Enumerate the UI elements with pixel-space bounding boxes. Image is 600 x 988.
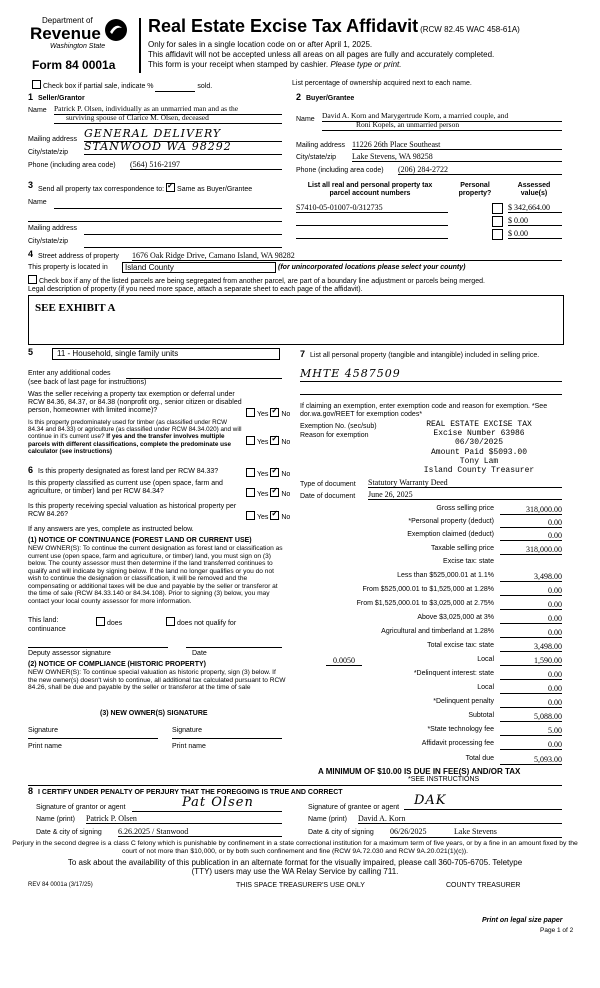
notice1-title: (1) NOTICE OF CONTINUANCE (FOREST LAND OR CURRENT USE)	[28, 537, 252, 544]
stamp-line: Excise Number 63986	[433, 429, 525, 439]
calc-row	[300, 572, 562, 583]
legal-description-value: SEE EXHIBIT A	[35, 302, 116, 314]
form-number: Form 84 0001a	[32, 58, 116, 72]
calc-label: Total due	[465, 755, 494, 762]
grantor-name[interactable]: Patrick P. Olsen	[86, 814, 282, 824]
calc-label: From $1,525,000.01 to $3,025,000 at 2.75%	[356, 600, 494, 607]
buyer-name-label: Name	[296, 116, 315, 123]
buyer-mail-value[interactable]: 11226 26th Place Southeast	[352, 140, 562, 150]
calc-row	[300, 740, 562, 751]
segregated-row	[28, 275, 485, 286]
calc-row	[300, 531, 562, 542]
s6-q2-yes-checkbox[interactable]	[246, 488, 255, 497]
section5-number: 5	[28, 347, 34, 357]
notice2-title: (2) NOTICE OF COMPLIANCE (HISTORIC PROPERTY)	[28, 661, 206, 668]
calc-label: Affidavit processing fee	[421, 740, 494, 747]
grantee-city: Lake Stevens	[454, 827, 497, 836]
new-owner-sig-field2[interactable]	[172, 737, 282, 739]
same-as-buyer-checkbox[interactable]	[166, 183, 175, 192]
seller-city-value[interactable]: STANWOOD WA 98292	[84, 141, 282, 155]
print-name-label2: Print name	[172, 743, 206, 750]
calc-value[interactable]: 0.00	[500, 628, 562, 638]
seller-name-line2[interactable]: surviving spouse of Clarice M. Olsen, deceased	[54, 114, 282, 124]
calc-label: Gross selling price	[436, 505, 494, 512]
calc-label: Agricultural and timberland at 1.28%	[381, 628, 494, 635]
this-land-row	[28, 617, 286, 625]
calc-label: Local	[477, 684, 494, 691]
calc-value[interactable]: 5,088.00	[500, 712, 562, 722]
continuance-label: continuance	[28, 626, 66, 633]
s6-q1-answer	[246, 468, 290, 479]
calc-label: Excise tax: state	[443, 558, 494, 565]
dept-line2: Revenue	[30, 24, 101, 43]
seller-name-line1[interactable]: Patrick P. Olsen, individually as an unmarried man and as the	[54, 105, 282, 115]
s3-name-field[interactable]	[54, 207, 282, 209]
s5-q2a: Is this property predominately used for timber (as classified under RCW 84.34 and 84.33) or agriculture (as classified under RCW 84.34.020) and will continue in it's current use?	[28, 419, 242, 441]
deputy-sig-label: Deputy assessor signature	[28, 650, 111, 657]
no-label: No	[281, 439, 291, 446]
street-label: Street address of property	[38, 253, 119, 260]
s5-q1: Was the seller receiving a property tax exemption or deferral under RCW 84.36, 84.37, or 84.38 (nonprofit org., senior citizen or disabled person, homeowner with limited income)?	[28, 391, 242, 415]
buyer-phone-value[interactable]: (206) 284-2722	[398, 165, 562, 175]
grantee-date-label: Date & city of signing	[308, 829, 374, 836]
seller-title: Seller/Grantor	[38, 95, 85, 102]
calc-label: *Delinquent interest: state	[413, 670, 494, 677]
seller-phone-label: Phone (including area code)	[28, 162, 116, 169]
no-label: No	[281, 514, 291, 521]
s5-q1-no-checkbox[interactable]	[270, 408, 279, 417]
section6-number: 6	[28, 465, 34, 475]
dept-line3: Washington State	[50, 43, 106, 50]
section1-number: 1	[28, 92, 34, 102]
header-line3-italic: Please type or print.	[330, 60, 402, 69]
s6-q3-answer	[246, 511, 290, 522]
calc-row	[300, 656, 562, 667]
assessed-value[interactable]: $ 0.00	[508, 229, 562, 239]
calc-label: Exemption claimed (deduct)	[407, 531, 494, 538]
buyer-phone-label: Phone (including area code)	[296, 167, 384, 174]
seller-name-label: Name	[28, 107, 47, 114]
s5-q2-answer	[246, 436, 290, 447]
partial-sale-pct[interactable]	[155, 83, 195, 92]
calc-row	[300, 518, 562, 529]
reason-label: Reason for exemption	[300, 432, 369, 439]
section4-number: 4	[28, 249, 34, 259]
calc-label: Above $3,025,000 at 3%	[417, 614, 494, 621]
s6-q3: Is this property receiving special valuation as historical property per RCW 84.26?	[28, 503, 237, 519]
new-owner-sig-label2: Signature	[172, 727, 202, 734]
notice1-body: NEW OWNER(S): To continue the current designation as forest land or classification as current use (open space, farm and agriculture, or timber) land, you must sign on (3) below. The county assessor must then determine if the land transferred continues to qualify and will indicate by signing below. If the land no longer qualifies or you do not wish to continue the designation or classification, it will be removed and the compensating or additional taxes will be due and payable by the seller or transferor at the time of sale (RCW 84.33.140 or 84.34.108). Prior to signing (3) below, you may contact your local county assessor for more information.	[28, 545, 283, 606]
s6-q2: Is this property classified as current use (open space, farm and agriculture, or timber) land per RCW 84.34?	[28, 480, 223, 496]
grantor-date[interactable]: 6.26.2025 / Stanwood	[118, 827, 282, 837]
grantor-name-label: Name (print)	[36, 816, 75, 823]
calc-row	[300, 726, 562, 737]
seller-city-label: City/state/zip	[28, 149, 69, 156]
header-line1: Only for sales in a single location code on or after April 1, 2025.	[148, 40, 373, 49]
s5-q1-yes-checkbox[interactable]	[246, 408, 255, 417]
doc-date-label: Date of document	[300, 493, 356, 500]
segregated-label: Check box if any of the listed parcels are being segregated from another parcel, are part of a boundary line adjustment or parcels being merged.	[39, 278, 485, 285]
parcel-row	[296, 203, 562, 214]
calc-value[interactable]: 0.00	[500, 531, 562, 541]
section3-label	[38, 183, 252, 194]
s6-q1-no-checkbox[interactable]	[270, 468, 279, 477]
see-instructions: *SEE INSTRUCTIONS	[408, 776, 480, 783]
yes-label: Yes	[257, 411, 269, 418]
calc-value[interactable]: 0.00	[500, 586, 562, 596]
county-treasurer: COUNTY TREASURER	[446, 882, 521, 889]
section2-number: 2	[296, 92, 302, 102]
personal-property-checkbox[interactable]	[492, 203, 503, 214]
calc-row	[300, 684, 562, 695]
notice2-body: NEW OWNER(S): To continue special valuation as historic property, sign (3) below. If the new owner(s) doesn't wish to continue, all additional tax calculated pursuant to RCW 84.26, shall be due and payable by the seller or transferor at the time of sale	[28, 669, 286, 692]
new-owner-sig-label: Signature	[28, 727, 58, 734]
s5-q1-answer	[246, 408, 290, 419]
calc-value[interactable]: 3,498.00	[500, 572, 562, 582]
yes-label: Yes	[257, 491, 269, 498]
exemption-text: If claiming an exemption, enter exemption code and reason for exemption. *See dor.wa.gov/REET for exemption codes*	[300, 403, 548, 419]
grantee-sig-label: Signature of grantee or agent	[308, 804, 400, 811]
calc-label: Taxable selling price	[430, 545, 494, 552]
form-title	[148, 16, 520, 37]
alt-format-line2: (TTY) users may use the WA Relay Service by calling 711.	[191, 867, 399, 876]
s6-q3-no-checkbox[interactable]	[270, 511, 279, 520]
calc-label: From $525,000.01 to $1,525,000 at 1.28%	[362, 586, 494, 593]
s5-q2-yes-checkbox[interactable]	[246, 436, 255, 445]
this-land-label: This land:	[28, 617, 59, 624]
doc-date-value[interactable]: June 26, 2025	[368, 490, 562, 500]
section8-rule	[28, 785, 562, 786]
wa-seal-icon	[104, 18, 128, 42]
s6-q1-yes-checkbox[interactable]	[246, 468, 255, 477]
calc-row	[300, 712, 562, 723]
assessed-value[interactable]: $ 0.00	[508, 216, 562, 226]
s3-name-label: Name	[28, 199, 47, 206]
calc-value[interactable]: 0.00	[500, 614, 562, 624]
segregated-checkbox[interactable]	[28, 275, 37, 284]
calc-value[interactable]: 0.00	[500, 698, 562, 708]
new-owner-sig-field[interactable]	[28, 737, 158, 739]
grantee-signature[interactable]: DAK	[404, 794, 562, 810]
deputy-date-label: Date	[192, 650, 207, 657]
s7-personal-property-line2[interactable]	[300, 393, 562, 395]
calc-value[interactable]: 1,590.00	[500, 656, 562, 666]
s5-q2-no-checkbox[interactable]	[270, 436, 279, 445]
personal-property-checkbox[interactable]	[492, 229, 503, 240]
yes-label: Yes	[257, 471, 269, 478]
title-text: Real Estate Excise Tax Affidavit	[148, 16, 419, 36]
calc-value[interactable]: 3,498.00	[500, 642, 562, 652]
see-back-label: (see back of last page for instructions)	[28, 379, 147, 386]
parcel-row	[296, 216, 562, 227]
s5-q2b: If yes and the transfer involves multiple parcels with different classifications, complete the predominate use calculator (see instructions)	[28, 433, 231, 455]
assessed-value[interactable]: $ 342,664.00	[508, 203, 562, 213]
local-rate[interactable]: 0.0050	[326, 656, 362, 666]
certify-text: I CERTIFY UNDER PENALTY OF PERJURY THAT THE FOREGOING IS TRUE AND CORRECT	[38, 789, 343, 796]
does-checkbox[interactable]	[96, 617, 105, 626]
grantor-signature[interactable]: Pat Olsen	[132, 796, 282, 812]
s7-label: List all personal property (tangible and intangible) included in selling price.	[310, 352, 540, 359]
grantee-date: 06/26/2025	[390, 827, 427, 836]
parcel-col3: Assessed value(s)	[517, 182, 551, 198]
calc-label: *State technology fee	[427, 726, 494, 733]
calc-value[interactable]: 0.00	[500, 518, 562, 528]
does-not-label: does not qualify for	[177, 620, 237, 627]
county-select[interactable]: Island County	[122, 262, 276, 273]
calc-row	[300, 600, 562, 611]
buyer-name-line1[interactable]: David A. Korn and Marygertrude Korn, a married couple, and	[322, 112, 562, 122]
calc-value[interactable]: 318,000.00	[500, 545, 562, 555]
s7-personal-property-value[interactable]: MHTE 4587509	[300, 368, 562, 382]
s6-q2-answer	[246, 488, 290, 499]
exemption-no-label: Exemption No. (sec/sub)	[300, 423, 377, 430]
calc-row	[300, 755, 562, 766]
grantee-date-row[interactable]	[390, 827, 562, 838]
alt-format-line1: To ask about the availability of this publication in an alternate format for the visually impaired, please call 360-705-6705. Teletype	[67, 858, 523, 867]
header-line3	[148, 60, 401, 69]
buyer-name-line2[interactable]: Roni Kopels, an unmarried person	[322, 121, 562, 131]
s3-city-label: City/state/zip	[28, 238, 69, 245]
additional-codes-field[interactable]	[126, 377, 282, 379]
calc-row	[300, 586, 562, 597]
sold-label: sold.	[197, 83, 213, 90]
s5-q2	[28, 419, 244, 455]
list-pct-note: List percentage of ownership acquired next to each name.	[292, 80, 472, 87]
same-as-buyer-label: Same as Buyer/Grantee	[177, 186, 253, 193]
calc-row	[300, 642, 562, 653]
seller-phone-value[interactable]: (564) 516-2197	[130, 160, 282, 170]
treasurer-only: THIS SPACE TREASURER'S USE ONLY	[236, 882, 365, 889]
calc-value[interactable]: 0.00	[500, 600, 562, 610]
doc-type-value[interactable]: Statutory Warranty Deed	[368, 478, 562, 488]
buyer-city-value[interactable]: Lake Stevens, WA 98258	[352, 152, 562, 162]
yes-label: Yes	[257, 439, 269, 446]
calc-value[interactable]: 5,093.00	[500, 755, 562, 765]
page-number: Page 1 of 2	[540, 927, 574, 934]
legal-paper-note: Print on legal size paper	[482, 917, 563, 924]
personal-property-checkbox[interactable]	[492, 216, 503, 227]
seller-mail-value[interactable]: GENERAL DELIVERY	[84, 128, 282, 142]
dor-logo	[30, 16, 130, 62]
additional-codes-label: Enter any additional codes	[28, 370, 111, 377]
no-label: No	[281, 471, 291, 478]
partial-sale-label: Check box if partial sale, indicate %	[43, 83, 154, 90]
calc-row	[300, 698, 562, 709]
parcel-account[interactable]: S7410-05-01007-0/312735	[296, 203, 448, 213]
doc-type-label: Type of document	[300, 481, 356, 488]
grantee-name-label: Name (print)	[308, 816, 347, 823]
header-divider	[139, 18, 141, 73]
parcel-col2: Personal property?	[458, 182, 492, 198]
use-code-select[interactable]: 11 - Household, single family units	[52, 348, 280, 360]
parcel-col1: List all real and personal property tax parcel account numbers	[307, 182, 433, 198]
calc-label: *Personal property (deduct)	[408, 518, 494, 525]
parcel-account[interactable]	[296, 216, 448, 226]
partial-sale-row	[32, 80, 212, 92]
rcw-text: (RCW 82.45 WAC 458-61A)	[420, 25, 520, 34]
buyer-title: Buyer/Grantee	[306, 95, 355, 102]
header-line3-text: This form is your receipt when stamped by cashier.	[148, 60, 329, 69]
dept-line1: Department of	[42, 16, 93, 25]
does-label: does	[107, 620, 123, 627]
calc-label: Subtotal	[468, 712, 494, 719]
minimum-due: A MINIMUM OF $10.00 IS DUE IN FEE(S) AND/OR TAX	[318, 767, 521, 776]
calc-row	[300, 505, 562, 516]
section7-number: 7	[300, 349, 306, 359]
revision: REV 84 0001a (3/17/25)	[28, 882, 93, 888]
deputy-signature-field[interactable]	[28, 646, 168, 648]
treasurer-stamp	[396, 420, 562, 475]
calc-value[interactable]: 318,000.00	[500, 505, 562, 515]
s3-mail-field[interactable]	[84, 233, 282, 235]
s3-name-field2[interactable]	[28, 220, 282, 222]
notice3-title: (3) NEW OWNER(S) SIGNATURE	[100, 710, 208, 717]
parcel-row	[296, 229, 562, 240]
calc-row	[300, 628, 562, 639]
county-note: (for unincorporated locations please select your county)	[278, 264, 466, 271]
s6-q2-no-checkbox[interactable]	[270, 488, 279, 497]
calc-row	[300, 614, 562, 625]
does-not-checkbox[interactable]	[166, 617, 175, 626]
located-label: This property is located in	[28, 264, 108, 271]
s3-mail-label: Mailing address	[28, 225, 78, 232]
s6-q1: Is this property designated as forest land per RCW 84.33?	[38, 468, 219, 475]
calc-label: Total excise tax: state	[427, 642, 494, 649]
legal-label: Legal description of property (if you need more space, attach a separate sheet to each page of the affidavit).	[28, 286, 363, 293]
calc-label: Local	[477, 656, 494, 663]
stamp-line: 06/30/2025	[454, 438, 503, 448]
s3-city-field[interactable]	[84, 246, 282, 248]
print-name-label: Print name	[28, 743, 62, 750]
calc-row	[300, 558, 562, 569]
grantor-sig-label: Signature of grantor or agent	[36, 804, 126, 811]
yes-label: Yes	[257, 514, 269, 521]
perjury-notice: Perjury in the second degree is a class C felony which is punishable by confinement in a state correctional institution for a maximum term of five years, or by a fine in an amount fixed by the court of not more than $10,000, or by both such confinement and fine (RCW 9A.72.030 and RCW 9A.20.021(1)(c)).	[12, 840, 578, 855]
calc-value[interactable]: 0.00	[500, 670, 562, 680]
header-line2: This affidavit will not be accepted unless all areas on all pages are fully and accurately completed.	[148, 50, 495, 59]
stamp-line: Tony Lam	[459, 456, 499, 466]
calc-row	[300, 670, 562, 681]
s6-if-yes: If any answers are yes, complete as instructed below.	[28, 526, 194, 533]
grantee-name[interactable]: David A. Korn	[358, 814, 562, 824]
calc-label: Less than $525,000.01 at 1.1%	[397, 572, 494, 579]
no-label: No	[281, 411, 291, 418]
section8-number: 8	[28, 786, 34, 796]
seller-mail-label: Mailing address	[28, 136, 78, 143]
stamp-line: Amount Paid $5093.00	[430, 447, 527, 457]
grantor-date-label: Date & city of signing	[36, 829, 102, 836]
stamp-line: Island County Treasurer	[423, 465, 535, 475]
street-value[interactable]: 1676 Oak Ridge Drive, Camano Island, WA 98282	[132, 251, 562, 261]
calc-label: *Delinquent penalty	[433, 698, 494, 705]
stamp-line: REAL ESTATE EXCISE TAX	[426, 420, 532, 429]
deputy-date-field[interactable]	[186, 646, 282, 648]
s6-q3-yes-checkbox[interactable]	[246, 511, 255, 520]
calc-value[interactable]: 0.00	[500, 740, 562, 750]
section3-number: 3	[28, 180, 34, 190]
buyer-city-label: City/state/zip	[296, 154, 337, 161]
calc-value[interactable]: 0.00	[500, 684, 562, 694]
section3-label-text: Send all property tax correspondence to:	[38, 186, 165, 193]
buyer-mail-label: Mailing address	[296, 142, 346, 149]
calc-row	[300, 545, 562, 556]
partial-sale-checkbox[interactable]	[32, 80, 41, 89]
parcel-account[interactable]	[296, 229, 448, 239]
calc-value[interactable]: 5.00	[500, 726, 562, 736]
no-label: No	[281, 491, 291, 498]
legal-description-box[interactable]	[28, 295, 564, 345]
